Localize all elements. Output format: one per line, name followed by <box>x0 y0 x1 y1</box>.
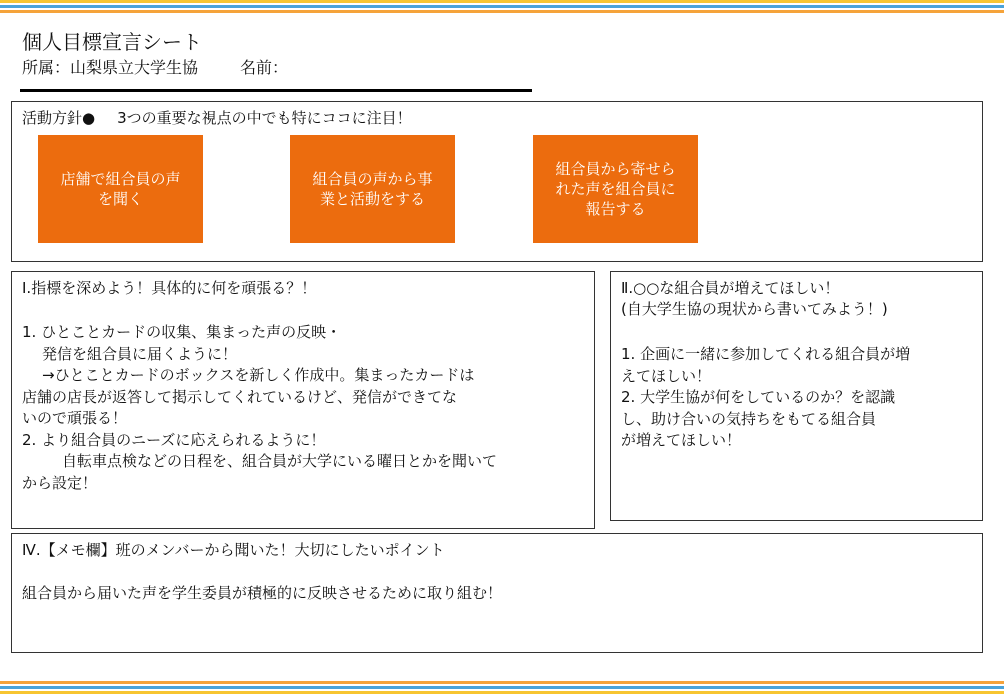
sheet-header <box>22 29 288 79</box>
affiliation-line <box>22 57 288 79</box>
focus-box-report-to-members: 組合員から寄せら れた声を組合員に 報告する <box>533 135 698 243</box>
section-1-heading: Ⅰ.指標を深めよう！具体的に何を頑張る？！ <box>22 279 317 297</box>
section-2-line: し、助け合いの気持ちをもてる組合員 <box>621 409 877 428</box>
section-2-heading-line: (自大学生協の現状から書いてみよう！) <box>621 300 888 318</box>
section-2-line: えてほしい！ <box>621 366 712 385</box>
top-decorative-stripes <box>0 0 1004 13</box>
section-2-line: 1. 企画に一緒に参加してくれる組合員が増 <box>621 345 911 363</box>
section-2-heading <box>621 278 888 320</box>
section-2-line: 2. 大学生協が何をしているのか？を認識 <box>621 388 896 406</box>
section-1-box <box>11 271 595 529</box>
section-2-box <box>610 271 983 521</box>
section-1-line: 1. ひとことカードの収集、集まった声の反映・ <box>22 323 342 341</box>
section-4-memo-box <box>11 533 983 653</box>
section-4-body: 組合員から届いた声を学生委員が積極的に反映させるために取り組む！ <box>22 584 503 602</box>
section-1-line: から設定！ <box>22 473 98 492</box>
page-title: 個人目標宣言シート <box>22 30 202 54</box>
section-1-line: →ひとことカードのボックスを新しく作成中。集まったカードは <box>42 366 475 384</box>
section-1-line: 2. より組合員のニーズに応えられるように！ <box>22 430 326 449</box>
name-label: 名前： <box>240 58 289 77</box>
bottom-decorative-stripes <box>0 681 1004 694</box>
focus-box-listen-in-store: 店舗で組合員の声 を聞く <box>38 135 203 243</box>
focus-box-business-activities: 組合員の声から事 業と活動をする <box>290 135 455 243</box>
section-2-body <box>621 344 910 452</box>
section-1-line: 店舗の店長が返答して掲示してくれているけど、発信ができてな <box>22 387 458 406</box>
section-1-line: 自転車点検などの日程を、組合員が大学にいる曜日とかを聞いて <box>62 452 498 470</box>
section-1-line: いので頑張る！ <box>22 409 128 427</box>
policy-heading <box>22 108 412 128</box>
policy-label: 活動方針● <box>22 109 96 127</box>
policy-heading-text: 3つの重要な視点の中でも特にココに注目！ <box>117 109 412 127</box>
section-2-line: が増えてほしい！ <box>621 431 742 449</box>
header-underline <box>20 89 532 92</box>
section-4-heading: Ⅳ.【メモ欄】班のメンバーから聞いた！大切にしたいポイント <box>22 541 445 559</box>
activity-policy-box <box>11 101 983 262</box>
section-1-line: 発信を組合員に届くように！ <box>42 344 238 363</box>
section-1-body <box>22 322 586 494</box>
affiliation-text: 所属：山梨県立大学生協 <box>22 58 199 77</box>
section-2-heading-line: Ⅱ.○○な組合員が増えてほしい！ <box>621 279 840 297</box>
